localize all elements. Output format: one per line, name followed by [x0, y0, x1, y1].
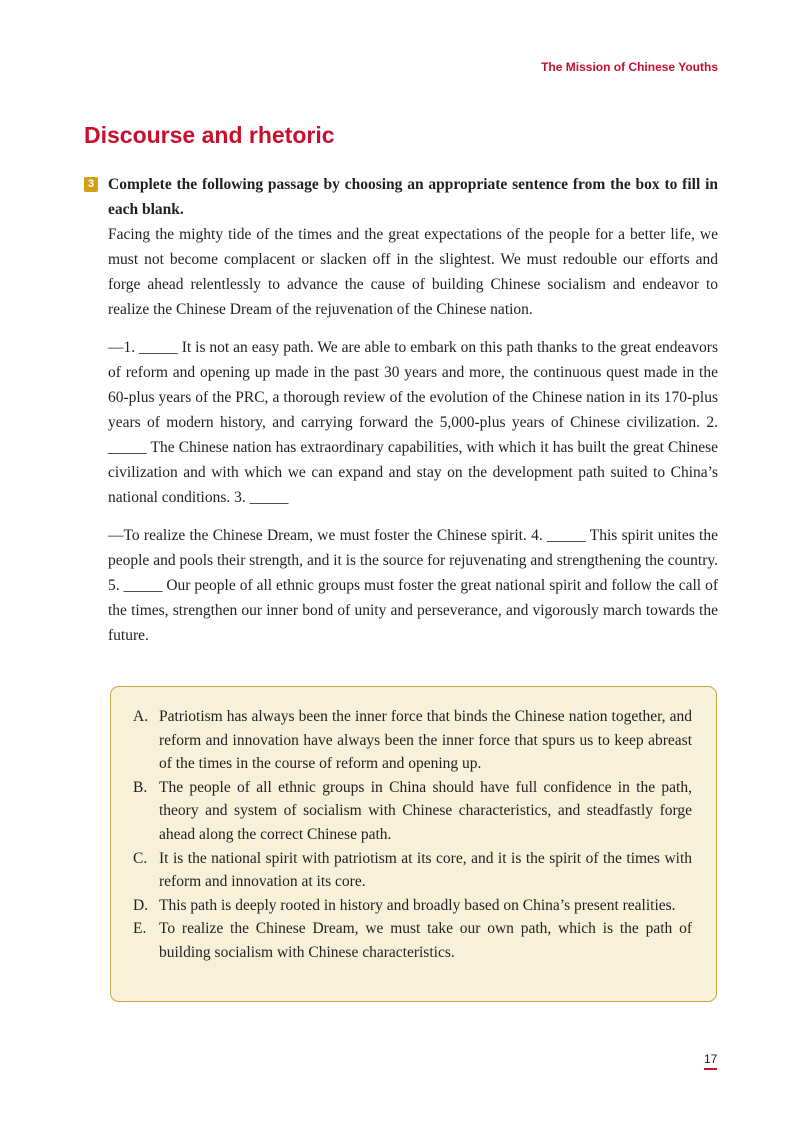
page-number: 17 — [704, 1052, 717, 1070]
option-b — [133, 776, 692, 847]
option-letter: A. — [133, 708, 149, 725]
exercise-3 — [84, 172, 718, 648]
option-letter: E. — [133, 920, 147, 938]
option-d — [133, 894, 692, 918]
section-title: Discourse and rhetoric — [84, 122, 335, 148]
options-box — [110, 686, 717, 1002]
option-text: It is the national spirit with patriotism at its core, and it is the spirit of the times with reform and innovation at its core. — [159, 849, 692, 891]
options-list — [111, 687, 716, 965]
option-text: This path is deeply rooted in history and broadly based on China’s present realities. — [159, 896, 676, 914]
instruction-text: Complete the following passage by choosing an appropriate sentence from the box to fill in each blank. — [108, 176, 718, 218]
option-letter: C. — [133, 849, 148, 867]
option-letter: B. — [133, 778, 148, 796]
running-head: The Mission of Chinese Youths — [541, 60, 718, 74]
option-c — [133, 847, 692, 894]
exercise-instruction — [84, 172, 718, 222]
option-text: Patriotism has always been the inner force that binds the Chinese nation together, and reform and innovation have always been the inner force that spurs us to keep abreast of the times in the course of reform and opening up. — [159, 708, 692, 773]
passage-paragraph-1: Facing the mighty tide of the times and the great expectations of the people for a better life, we must not become complacent or slacken off in the slightest. We must redouble our efforts and forge ahead relentlessly to advance the cause of building Chinese socialism and endeavor to realize the Chinese Dream of the rejuvenation of the Chinese nation. — [108, 226, 718, 318]
option-e — [133, 917, 692, 964]
passage-paragraph-3: —To realize the Chinese Dream, we must foster the Chinese spirit. 4. _____ This spirit unites the people and pools their strength, and it is the source for rejuvenating and strengthening the country. 5. _____ Our people of all ethnic groups must foster the great national spirit and follow the call of the times, strengthen our inner bond of unity and perseverance, and vigorously march towards the future. — [108, 527, 718, 644]
option-text: The people of all ethnic groups in China should have full confidence in the path, theory and system of socialism with Chinese characteristics, and steadfastly forge ahead along the correct Chinese path. — [159, 778, 692, 843]
option-a — [133, 705, 692, 776]
exercise-number-badge: 3 — [84, 177, 98, 192]
option-text: To realize the Chinese Dream, we must take our own path, which is the path of building socialism with Chinese characteristics. — [159, 920, 692, 961]
option-letter: D. — [133, 896, 149, 914]
passage-paragraph-2: —1. _____ It is not an easy path. We are able to embark on this path thanks to the great endeavors of reform and opening up made in the past 30 years and more, the continuous quest made in the 60-plus years of the PRC, a thorough review of the evolution of the Chinese nation in its 170-plus years of modern history, and carrying forward the 5,000-plus years of Chinese civilization. 2. _____ The Chinese nation has extraordinary capabilities, with which it has built the great Chinese civilization and with which we can expand and stay on the development path suited to China’s national conditions. 3. _____ — [108, 339, 718, 506]
